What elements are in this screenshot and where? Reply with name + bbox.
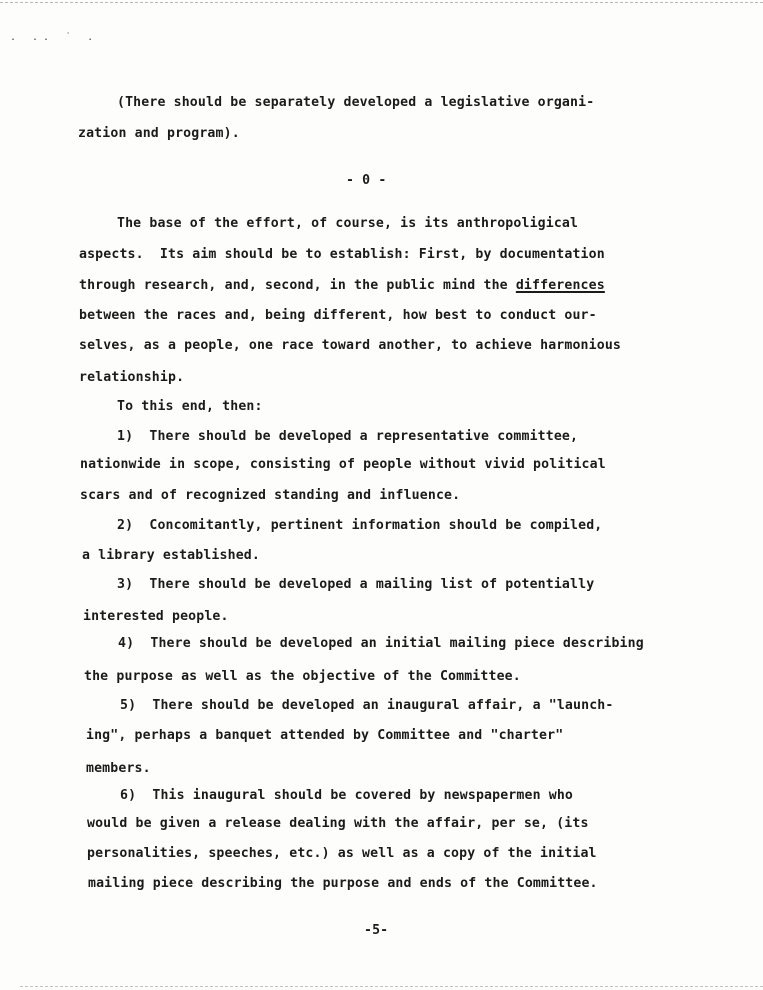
intro-line-2: zation and program). <box>78 126 240 141</box>
item-6-line-1: 6) This inaugural should be covered by newspapermen who <box>120 788 574 803</box>
item-1-line-1: 1) There should be developed a representative committee, <box>117 429 579 444</box>
item-6-line-4: mailing piece describing the purpose and ends of the Committee. <box>88 876 598 891</box>
page-bottom-edge <box>20 986 763 987</box>
underlined-differences: differences <box>515 278 605 293</box>
item-2-line-1: 2) Concomitantly, pertinent information should be compiled, <box>117 518 603 533</box>
page-top-edge <box>0 2 763 3</box>
base-paragraph-line-2: aspects. Its aim should be to establish: First, by documentation <box>79 247 605 262</box>
lead-in: To this end, then: <box>117 399 263 414</box>
item-6-line-2: would be given a release dealing with the affair, per se, (its <box>87 816 589 831</box>
item-5-line-3: members. <box>86 761 151 776</box>
base-paragraph-line-4: between the races and, being different, how best to conduct our- <box>79 308 597 323</box>
item-4-line-2: the purpose as well as the objective of the Committee. <box>84 669 521 684</box>
item-5-line-1: 5) There should be developed an inaugural affair, a "launch- <box>120 698 614 713</box>
base-paragraph-line-6: relationship. <box>79 370 185 385</box>
item-1-line-2: nationwide in scope, consisting of people without vivid political <box>80 457 606 472</box>
item-5-line-2: ing", perhaps a banquet attended by Committee and "charter" <box>86 728 564 743</box>
item-3-line-1: 3) There should be developed a mailing list of potentially <box>117 577 595 592</box>
section-separator: - 0 - <box>346 173 387 188</box>
item-1-line-3: scars and of recognized standing and influence. <box>80 488 461 503</box>
item-3-line-2: interested people. <box>83 609 229 624</box>
base-paragraph-line-3-text: through research, and, second, in the public mind the <box>79 278 516 293</box>
scan-specks: . .. ˙ . <box>10 32 99 43</box>
base-paragraph-line-1: The base of the effort, of course, is its anthropoligical <box>117 216 579 231</box>
item-2-line-2: a library established. <box>82 548 260 563</box>
intro-line-1: (There should be separately developed a legislative organi- <box>117 95 595 110</box>
page-number: -5- <box>364 923 389 938</box>
base-paragraph-line-5: selves, as a people, one race toward another, to achieve harmonious <box>79 338 621 353</box>
item-4-line-1: 4) There should be developed an initial mailing piece describing <box>118 636 644 651</box>
item-6-line-3: personalities, speeches, etc.) as well as a copy of the initial <box>87 846 597 861</box>
base-paragraph-line-3 <box>79 277 605 295</box>
